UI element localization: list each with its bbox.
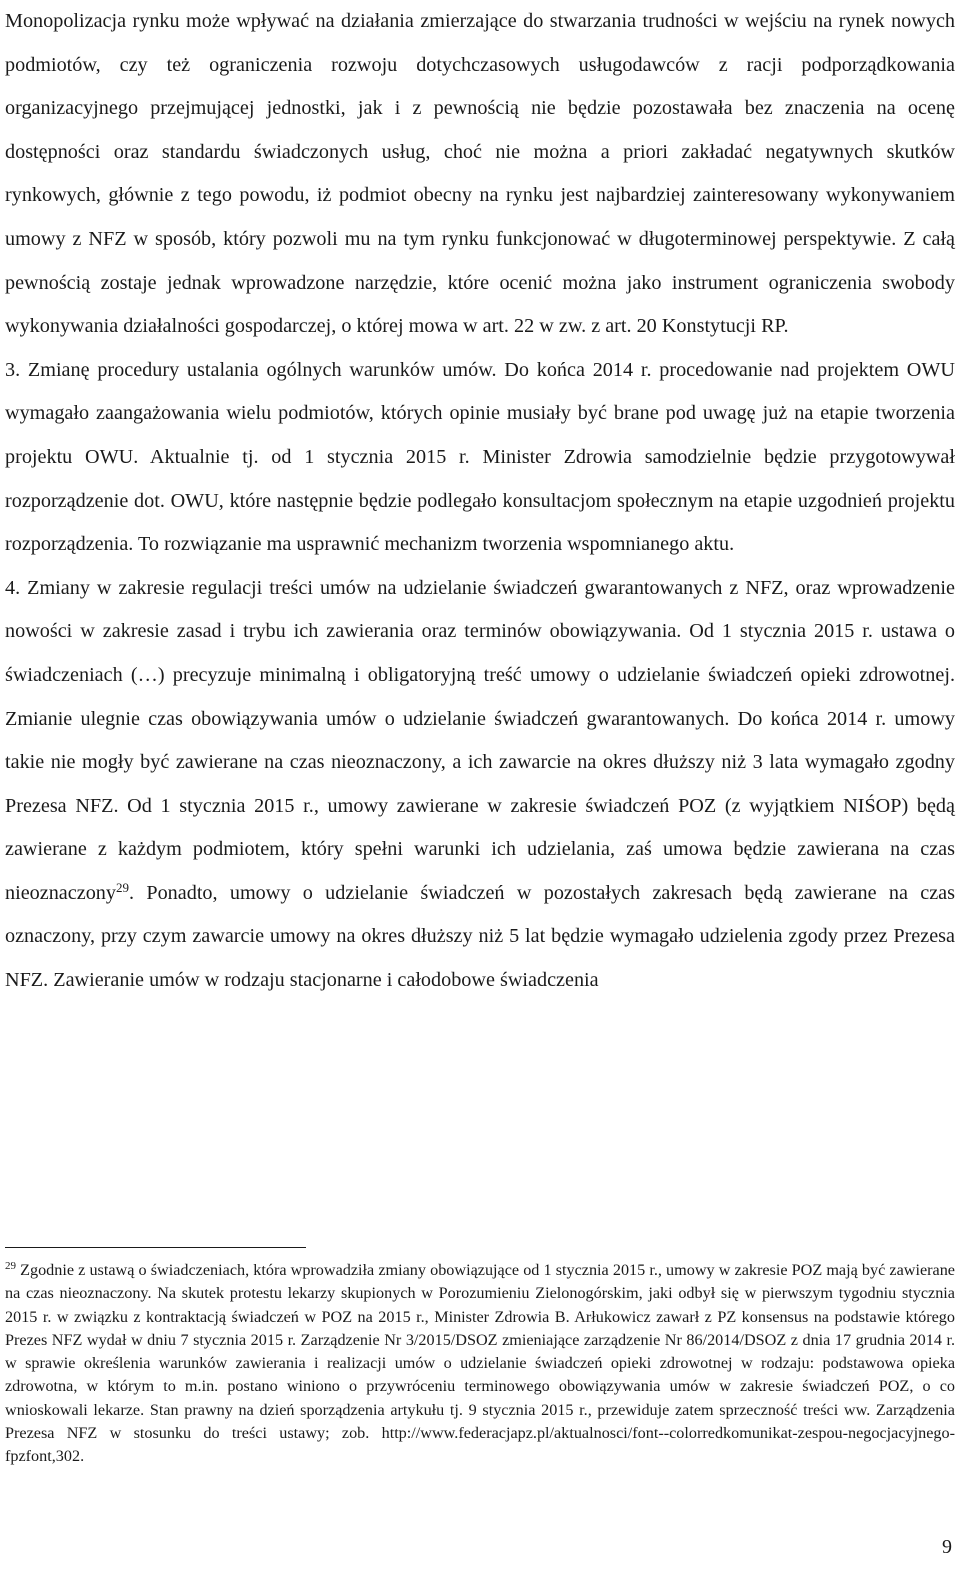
footnote-reference[interactable]: 29 <box>115 879 129 895</box>
page-number: 9 <box>942 1536 952 1558</box>
footnotes <box>5 1259 955 1469</box>
paragraph-item-3: 3. Zmianę procedury ustalania ogólnych warunków umów. Do końca 2014 r. procedowanie nad projektem OWU wymagało zaangażowania wielu podmiotów, których opinie musiały być brane pod uwagę już na etapie tworzenia projektu OWU. Aktualnie tj. od 1 stycznia 2015 r. Minister Zdrowia samodzielnie będzie przygotowywał rozporządzenie dot. OWU, które następnie będzie podlegało konsultacjom społecznym na etapie uzgodnień projektu rozporządzenia. To rozwiązanie ma usprawnić mechanizm tworzenia wspomnianego aktu. <box>5 358 955 556</box>
paragraph-item-4-continuation: . Ponadto, umowy o udzielanie świadczeń w pozostałych zakresach będą zawierane na czas oznaczony, przy czym zawarcie umowy na okres dłuższy niż 5 lat będzie wymagało udzielenia zgody przez Prezesa NFZ. Zawieranie umów w rodzaju stacjonarne i całodobowe świadczenia <box>5 881 955 992</box>
footnote-marker: 29 <box>5 1260 16 1272</box>
paragraph-item-4-text: 4. Zmiany w zakresie regulacji treści umów na udzielanie świadczeń gwarantowanych z NFZ, oraz wprowadzenie nowości w zakresie zasad i trybu ich zawierania oraz terminów obowiązywania. Od 1 stycznia 2015 r. ustawa o świadczeniach (…) precyzuje minimalną i obligatoryjną treść umowy o udzielanie świadczeń opieki zdrowotnej. Zmianie ulegnie czas obowiązywania umów o udzielanie świadczeń gwarantowanych. Do końca 2014 r. umowy takie nie mogły być zawierane na czas nieoznaczony, a ich zawarcie na okres dłuższy niż 3 lata wymagało zgodny Prezesa NFZ. Od 1 stycznia 2015 r., umowy zawierane w zakresie świadczeń POZ (z wyjątkiem NIŚOP) będą zawierane z każdym podmiotem, który spełni warunki ich udzielania, zaś umowa będzie zawierana na czas nieoznaczony <box>5 576 955 904</box>
footnote-text: Zgodnie z ustawą o świadczeniach, która wprowadziła zmiany obowiązujące od 1 stycznia 2015 r., umowy w zakresie POZ mają być zawierane na czas nieoznaczony. Na skutek protestu lekarzy skupionych w Porozumieniu Zielonogórskim, jaki odbył się w pierwszym tygodniu stycznia 2015 r. w związku z kontraktacją świadczeń w POZ na 2015 r., Minister Zdrowia B. Arłukowicz zawarł z PZ konsensus na podstawie którego Prezes NFZ wydał w dniu 7 stycznia 2015 r. Zarządzenie Nr 3/2015/DSOZ zmieniające zarządzenie Nr 86/2014/DSOZ z dnia 17 grudnia 2014 r. w sprawie określenia warunków zawierania i realizacji umów o udzielanie świadczeń opieki zdrowotnej w rodzaju: podstawowa opieka zdrowotna, w którym to m.in. postano winiono o przywróceniu terminowego obowiązywania umów w zakresie świadczeń POZ, o co wnioskowali lekarze. Stan prawny na dzień sporządzenia artykułu tj. 9 stycznia 2015 r., przewiduje zatem sprzeczność treści ww. Zarządzenia Prezesa NFZ w stosunku do treści ustawy; zob. http://www.federacjapz.pl/aktualnosci/font--colorredkomunikat-zespou-negocjacyjnego-fpzfont,302. <box>5 1261 955 1466</box>
paragraph-item-4 <box>5 567 955 1003</box>
paragraph-monopolization: Monopolizacja rynku może wpływać na działania zmierzające do stwarzania trudności w wejściu na rynek nowych podmiotów, czy też ograniczenia rozwoju dotychczasowych usługodawców z racji podporządkowania organizacyjnego przejmującej jednostki, jak i z pewnością nie będzie pozostawała bez znaczenia na ocenę dostępności oraz standardu świadczonych usług, choć nie można a priori zakładać negatywnych skutków rynkowych, głównie z tego powodu, iż podmiot obecny na rynku jest najbardziej zainteresowany wykonywaniem umowy z NFZ w sposób, który pozwoli mu na tym rynku funkcjonować w długoterminowej perspektywie. Z całą pewnością zostaje jednak wprowadzone narzędzie, które ocenić można jako instrument ograniczenia swobody wykonywania działalności gospodarczej, o której mowa w art. 22 w zw. z art. 20 Konstytucji RP. <box>5 10 955 338</box>
footnote-separator <box>5 1247 306 1248</box>
body-text <box>5 0 955 1003</box>
footnote-29 <box>5 1259 955 1469</box>
